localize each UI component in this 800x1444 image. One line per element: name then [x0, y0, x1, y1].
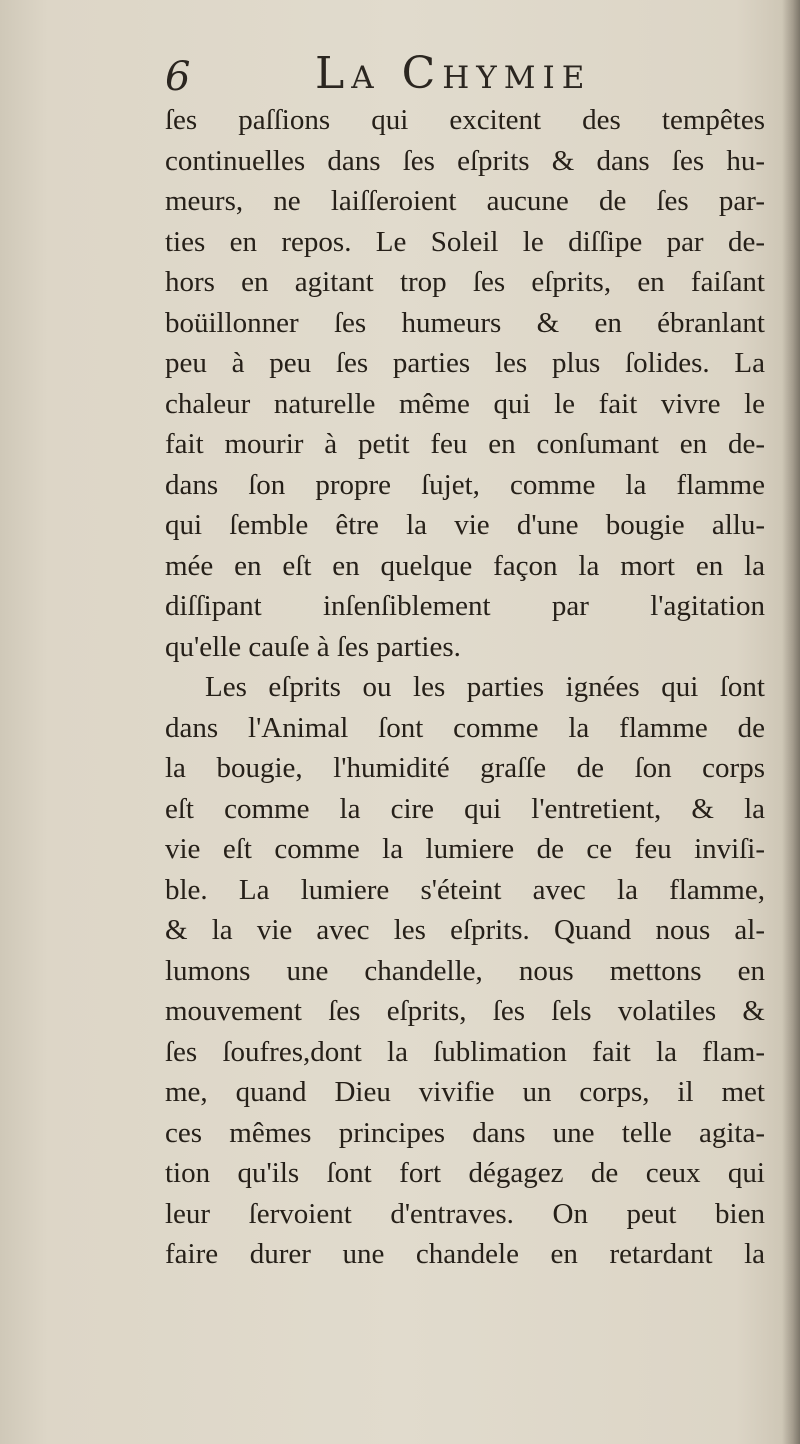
text-line: dans ſon propre ſujet, comme la flamme [165, 468, 765, 501]
text-line: mouvement ſes eſprits, ſes ſels volatiles & [165, 995, 765, 1027]
page-gutter-shadow [782, 0, 800, 1444]
text-line: boüillonner ſes humeurs & en ébranlant [165, 306, 765, 339]
text-line: la bougie, l'humidité graſſe de ſon corps [165, 752, 765, 784]
text-line: hors en agitant trop ſes eſprits, en faiſant [165, 266, 765, 298]
text-line: Les eſprits ou les parties ignées qui ſont [205, 671, 765, 703]
text-line: dans l'Animal ſont comme la flamme de [165, 711, 765, 744]
page-number: 6 [165, 54, 191, 100]
text-line: & la vie avec les eſprits. Quand nous al- [165, 914, 765, 946]
text-line: leur ſervoient d'entraves. On peut bien [165, 1197, 765, 1230]
text-line: peu à peu ſes parties les plus ſolides. La [165, 347, 765, 379]
body-text [165, 100, 765, 1275]
text-line: ſes ſoufres,dont la ſublimation fait la flam- [165, 1035, 765, 1068]
running-title: La Chymie [315, 48, 592, 99]
text-line: vie eſt comme la lumiere de ce feu inviſi- [165, 833, 765, 865]
text-line: chaleur naturelle même qui le fait vivre le [165, 387, 765, 420]
text-line: me, quand Dieu vivifie un corps, il met [165, 1076, 765, 1108]
text-line: diſſipant inſenſiblement par l'agitation [165, 590, 765, 622]
text-line: lumons une chandelle, nous mettons en [165, 954, 765, 987]
text-line: mée en eſt en quelque façon la mort en la [165, 549, 765, 582]
text-line: ble. La lumiere s'éteint avec la flamme, [165, 873, 765, 906]
paragraph [165, 100, 765, 667]
text-line: qu'elle cauſe à ſes parties. [165, 630, 461, 663]
text-line: qui ſemble être la vie d'une bougie allu- [165, 509, 765, 541]
text-line: fait mourir à petit feu en conſumant en de- [165, 428, 765, 460]
text-line: meurs, ne laiſſeroient aucune de ſes par- [165, 185, 765, 217]
text-line: eſt comme la cire qui l'entretient, & la [165, 792, 765, 825]
text-line: continuelles dans ſes eſprits & dans ſes hu- [165, 144, 765, 177]
text-line: ſes paſſions qui excitent des tempêtes [165, 104, 765, 136]
paragraph [165, 667, 765, 1275]
text-line: tion qu'ils ſont fort dégagez de ceux qui [165, 1157, 765, 1189]
page-header [165, 48, 765, 108]
text-line: ces mêmes principes dans une telle agita- [165, 1116, 765, 1149]
text-line: faire durer une chandele en retardant la [165, 1238, 765, 1270]
text-line: ties en repos. Le Soleil le diſſipe par de- [165, 225, 765, 258]
